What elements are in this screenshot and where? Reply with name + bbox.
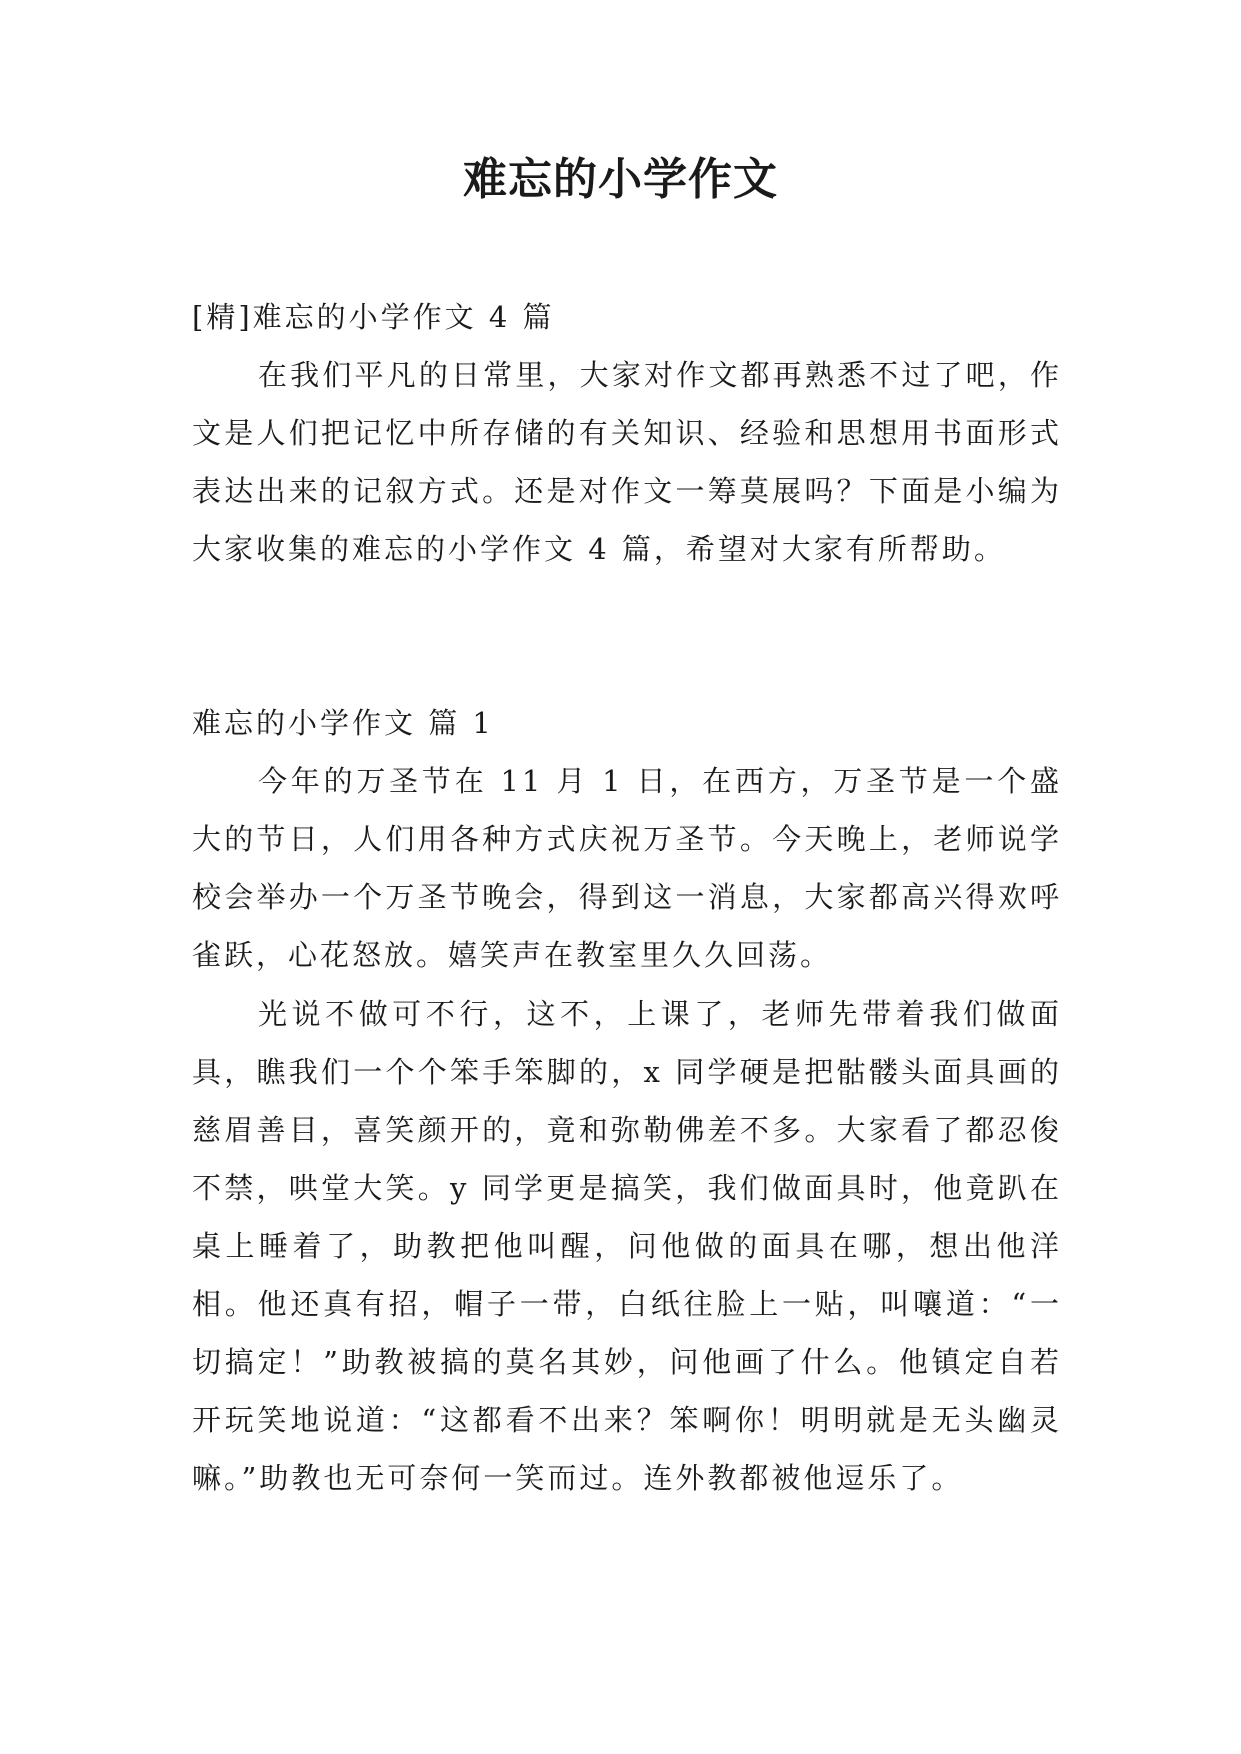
body-paragraph-2: 光说不做可不行，这不，上课了，老师先带着我们做面具，瞧我们一个个笨手笨脚的，x 同学硬是把骷髅头面具画的慈眉善目，喜笑颜开的，竟和弥勒佛差不多。大家看了都忍俊不禁，哄堂大笑。y 同学更是搞笑，我们做面具时，他竟趴在桌上睡着了，助教把他叫醒，问他做的面具在哪，想出他洋相。他还真有招，帽子一带，白纸往脸上一贴，叫嚷道：“一切搞定！”助教被搞的莫名其妙，问他画了什么。他镇定自若开玩笑地说道：“这都看不出来？笨啊你！明明就是无头幽灵嘛。”助教也无可奈何一笑而过。连外教都被他逗乐了。 [192, 997, 1062, 1495]
document-title: 难忘的小学作文 [463, 154, 778, 205]
body-paragraph-1: 今年的万圣节在 11 月 1 日，在西方，万圣节是一个盛大的节日，人们用各种方式庆祝万圣节。今天晚上，老师说学校会举办一个万圣节晚会，得到这一消息，大家都高兴得欢呼雀跃，心花怒放。嬉笑声在教室里久久回荡。 [192, 764, 1062, 972]
section-heading: 难忘的小学作文 篇 1 [192, 706, 494, 740]
intro-paragraph: 在我们平凡的日常里，大家对作文都再熟悉不过了吧，作文是人们把记忆中所存储的有关知识、经验和思想用书面形式表达出来的记叙方式。还是对作文一筹莫展吗？下面是小编为大家收集的难忘的小学作文 4 篇，希望对大家有所帮助。 [192, 358, 1062, 566]
document-subtitle: [精]难忘的小学作文 4 篇 [192, 300, 555, 334]
